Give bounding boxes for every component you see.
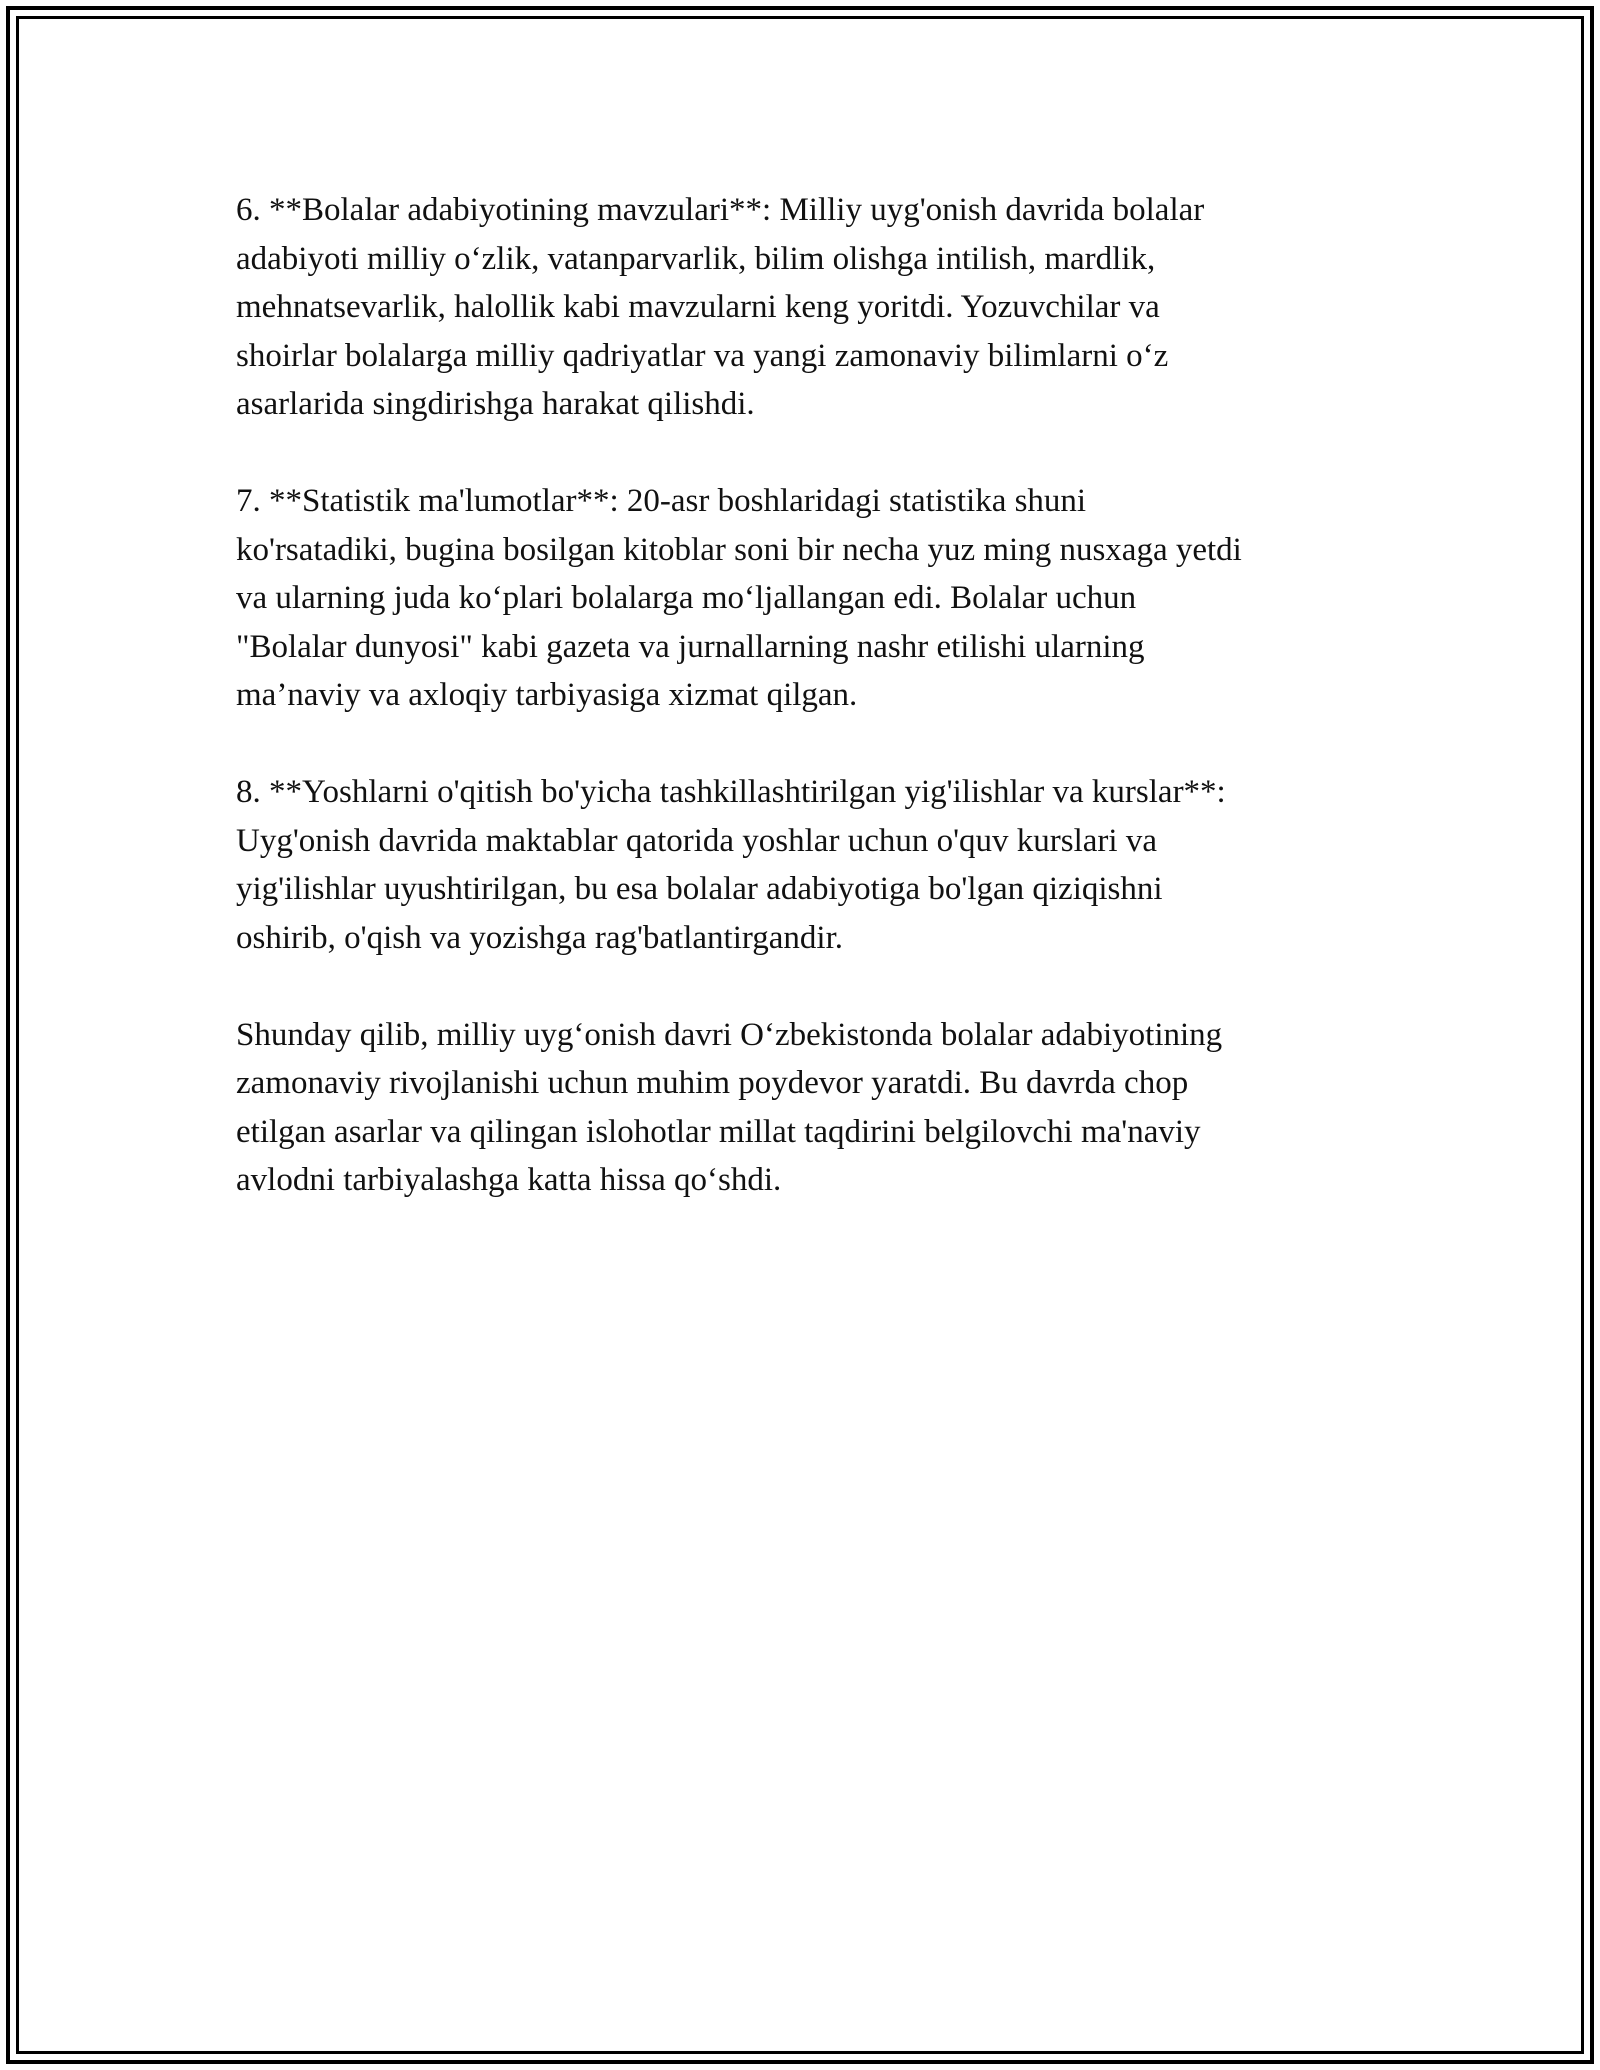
text-line: va ularning juda ko‘plari bolalarga mo‘ljallangan edi. Bolalar uchun [236,580,1137,616]
text-line: asarlarida singdirishga harakat qilishdi. [236,386,755,422]
document-body [236,186,1376,1253]
text-line: 8. **Yoshlarni o'qitish bo'yicha tashkillashtirilgan yig'ilishlar va kurslar**: [236,774,1226,810]
text-line: mehnatsevarlik, halollik kabi mavzularni keng yoritdi. Yozuvchilar va [236,289,1160,325]
text-line: etilgan asarlar va qilingan islohotlar millat taqdirini belgilovchi ma'naviy [236,1113,1201,1150]
text-line: 6. **Bolalar adabiyotining mavzulari**: Milliy uyg'onish davrida bolalar [236,192,1205,228]
text-line: ko'rsatadiki, bugina bosilgan kitoblar soni bir necha yuz ming nusxaga yetdi [236,531,1242,568]
paragraph-item-7 [236,477,1376,720]
text-line: avlodni tarbiyalashga katta hissa qo‘shdi. [236,1162,782,1198]
text-line: Shunday qilib, milliy uyg‘onish davri O‘zbekistonda bolalar adabiyotining [236,1016,1223,1053]
text-line: zamonaviy rivojlanishi uchun muhim poydevor yaratdi. Bu davrda chop [236,1065,1189,1101]
text-line: adabiyoti milliy o‘zlik, vatanparvarlik, bilim olishga intilish, mardlik, [236,240,1156,277]
paragraph-item-8 [236,768,1376,962]
paragraph-item-6 [236,186,1376,429]
text-line: yig'ilishlar uyushtirilgan, bu esa bolalar adabiyotiga bo'lgan qiziqishni [236,871,1163,907]
paragraph-conclusion [236,1011,1376,1205]
text-line: Uyg'onish davrida maktablar qatorida yoshlar uchun o'quv kurslari va [236,822,1157,859]
text-line: 7. **Statistik ma'lumotlar**: 20-asr boshlaridagi statistika shuni [236,483,1087,519]
text-line: oshirib, o'qish va yozishga rag'batlantirgandir. [236,919,844,956]
text-line: "Bolalar dunyosi" kabi gazeta va jurnallarning nashr etilishi ularning [236,628,1145,665]
text-line: shoirlar bolalarga milliy qadriyatlar va yangi zamonaviy bilimlarni o‘z [236,337,1169,374]
text-line: ma’naviy va axloqiy tarbiyasiga xizmat qilgan. [236,677,858,713]
